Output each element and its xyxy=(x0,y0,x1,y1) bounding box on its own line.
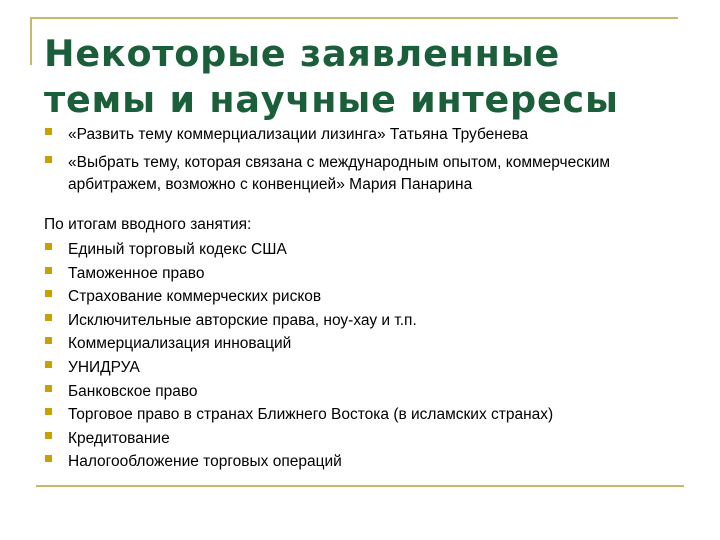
list-item: Единый торговый кодекс США xyxy=(44,239,694,263)
list-item: Коммерциализация инноваций xyxy=(44,333,694,357)
bullet-square-icon xyxy=(45,385,52,392)
bullet-square-icon xyxy=(45,361,52,368)
list-item: Исключительные авторские права, ноу-хау и т.п. xyxy=(44,310,694,334)
list-item: УНИДРУА xyxy=(44,357,694,381)
bullet-square-icon xyxy=(45,314,52,321)
list-item: «Выбрать тему, которая связана с международным опытом, коммерческим арбитражем, возможно с конвенцией» Мария Панарина xyxy=(44,152,694,196)
list-item: Кредитование xyxy=(44,428,694,452)
list-item: Налогообложение торговых операций xyxy=(44,451,694,475)
corner-mark xyxy=(30,17,32,65)
bullet-square-icon xyxy=(45,156,52,163)
topics-list xyxy=(44,239,694,475)
bullet-square-icon xyxy=(45,243,52,250)
title-line-2: темы и научные интересы xyxy=(44,78,619,121)
bottom-divider xyxy=(36,485,684,487)
requests-list xyxy=(44,124,694,196)
bullet-square-icon xyxy=(45,432,52,439)
slide-body xyxy=(44,124,694,475)
bullet-square-icon xyxy=(45,408,52,415)
list-item: Страхование коммерческих рисков xyxy=(44,286,694,310)
list-item: Таможенное право xyxy=(44,263,694,287)
list-item: Банковское право xyxy=(44,381,694,405)
slide-title xyxy=(44,31,704,123)
bullet-square-icon xyxy=(45,267,52,274)
list-item: «Развить тему коммерциализации лизинга» Татьяна Трубенева xyxy=(44,124,694,146)
bullet-square-icon xyxy=(45,455,52,462)
bullet-square-icon xyxy=(45,337,52,344)
bullet-square-icon xyxy=(45,290,52,297)
bullet-square-icon xyxy=(45,128,52,135)
top-divider xyxy=(30,17,678,19)
summary-intro: По итогам вводного занятия: xyxy=(44,216,252,233)
title-line-1: Некоторые заявленные xyxy=(44,32,561,75)
list-item: Торговое право в странах Ближнего Востока (в исламских странах) xyxy=(44,404,694,428)
